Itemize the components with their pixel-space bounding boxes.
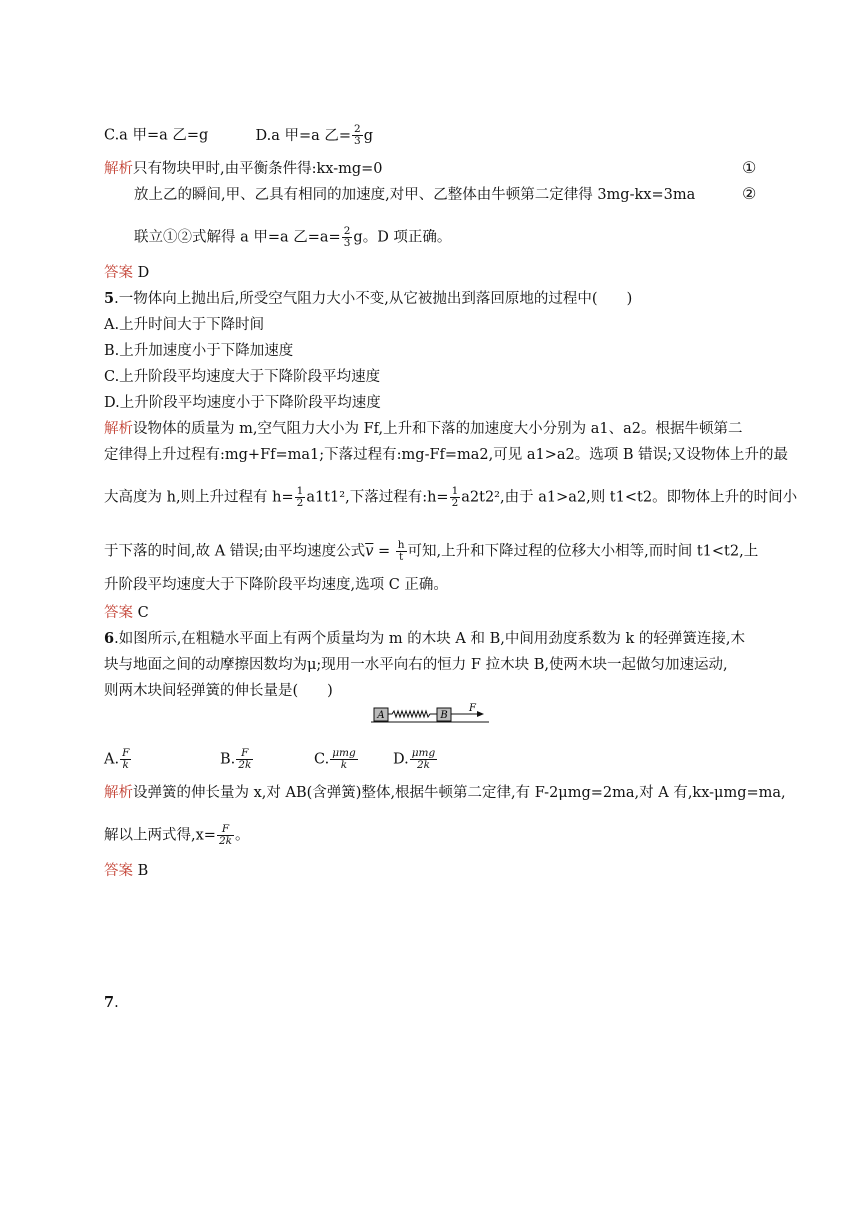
q6-analysis-line-1: 解析设弹簧的伸长量为 x,对 AB(含弹簧)整体,根据牛顿第二定律,有 F-2μmg=2ma,对 A 有,kx-μmg=ma,: [104, 785, 786, 801]
q5-analysis-line-3: 大高度为 h,则上升过程有 h= $\frac{1}{2}$ a1t1²,下落过程有:h= $\frac{1}{2}$ a2t2²,由于 a1>a2,则 t1<t2。即物体上升的时间小: [104, 485, 798, 510]
spring: [388, 711, 437, 717]
q5-answer: 答案 C: [104, 605, 149, 621]
q4-answer: 答案 D: [104, 265, 150, 281]
block-a-label: A: [377, 710, 385, 721]
q6-analysis-line-2: 解以上两式得,x= $\frac{F}{2k}$ 。: [104, 823, 250, 848]
q5-stem: 5.一物体向上抛出后,所受空气阻力大小不变,从它被抛出到落回原地的过程中( ): [104, 290, 633, 307]
q4-analysis-line-1: 解析只有物块甲时,由平衡条件得:kx-mg=0: [104, 161, 383, 177]
q7-stem: 7.: [104, 994, 119, 1011]
answer-tag: 答案: [104, 863, 133, 879]
q5-analysis-line-4: 于下落的时间,故 A 错误;由平均速度公式$\overline{v}$ = $\frac{h}{t}$ 可知,上升和下降过程的位移大小相等,而时间 t1<t2,上: [104, 539, 759, 564]
q6-option-c: C. $\frac{\text{μmg}}{k}$: [314, 747, 356, 772]
force-arrow-head: [477, 711, 484, 717]
q5-option-c: C.上升阶段平均速度大于下降阶段平均速度: [104, 369, 381, 385]
q5-analysis-line-2: 定律得上升过程有:mg+Ff=ma1;下落过程有:mg-Ff=ma2,可见 a1>a2。选项 B 错误;又设物体上升的最: [104, 447, 789, 463]
question-number: 7: [104, 994, 115, 1011]
q5-analysis-line-1: 解析设物体的质量为 m,空气阻力大小为 Ff,上升和下落的加速度大小分别为 a1、a2。根据牛顿第二: [104, 421, 743, 437]
analysis-tag: 解析: [104, 785, 133, 801]
q6-option-a: A. $\frac{F}{k}$: [104, 747, 130, 772]
q6-stem-line-3: 则两木块间轻弹簧的伸长量是( ): [104, 683, 333, 699]
force-label: F: [469, 703, 476, 714]
q6-option-d: D. $\frac{\text{μmg}}{2k}$: [393, 747, 436, 772]
q5-option-d: D.上升阶段平均速度小于下降阶段平均速度: [104, 395, 381, 411]
q6-answer: 答案 B: [104, 863, 149, 879]
analysis-tag: 解析: [104, 161, 133, 177]
equation-marker: ①: [742, 158, 757, 177]
q4-options-row: [104, 124, 373, 147]
block-b-label: B: [440, 710, 448, 721]
q4-option-d: D.a 甲=a 乙= $\frac{2}{3}$ g: [255, 123, 374, 148]
analysis-tag: 解析: [104, 421, 133, 437]
question-number: 5: [104, 290, 115, 307]
equation-marker: ②: [742, 184, 757, 203]
answer-tag: 答案: [104, 605, 133, 621]
q5-option-a: A.上升时间大于下降时间: [104, 317, 265, 333]
q6-stem-line-2: 块与地面之间的动摩擦因数均为μ;现用一水平向右的恒力 F 拉木块 B,使两木块一起做匀加速运动,: [104, 657, 728, 673]
answer-tag: 答案: [104, 265, 133, 281]
q5-analysis-line-5: 升阶段平均速度大于下降阶段平均速度,选项 C 正确。: [104, 577, 448, 593]
q4-option-c: C.a 甲=a 乙=g: [104, 127, 209, 144]
q5-option-b: B.上升加速度小于下降加速度: [104, 343, 294, 359]
q4-analysis-line-3: 联立①②式解得 a 甲=a 乙=a= $\frac{2}{3}$ g。D 项正确。: [134, 225, 452, 250]
q6-stem-line-1: 6.如图所示,在粗糙水平面上有两个质量均为 m 的木块 A 和 B,中间用劲度系数为 k 的轻弹簧连接,木: [104, 630, 745, 647]
q4-analysis-line-2: 放上乙的瞬间,甲、乙具有相同的加速度,对甲、乙整体由牛顿第二定律得 3mg-kx=3ma: [134, 187, 696, 203]
q6-option-b: B. $\frac{F}{2k}$: [220, 747, 252, 772]
spring-blocks-figure: [371, 702, 491, 726]
question-number: 6: [104, 630, 115, 647]
